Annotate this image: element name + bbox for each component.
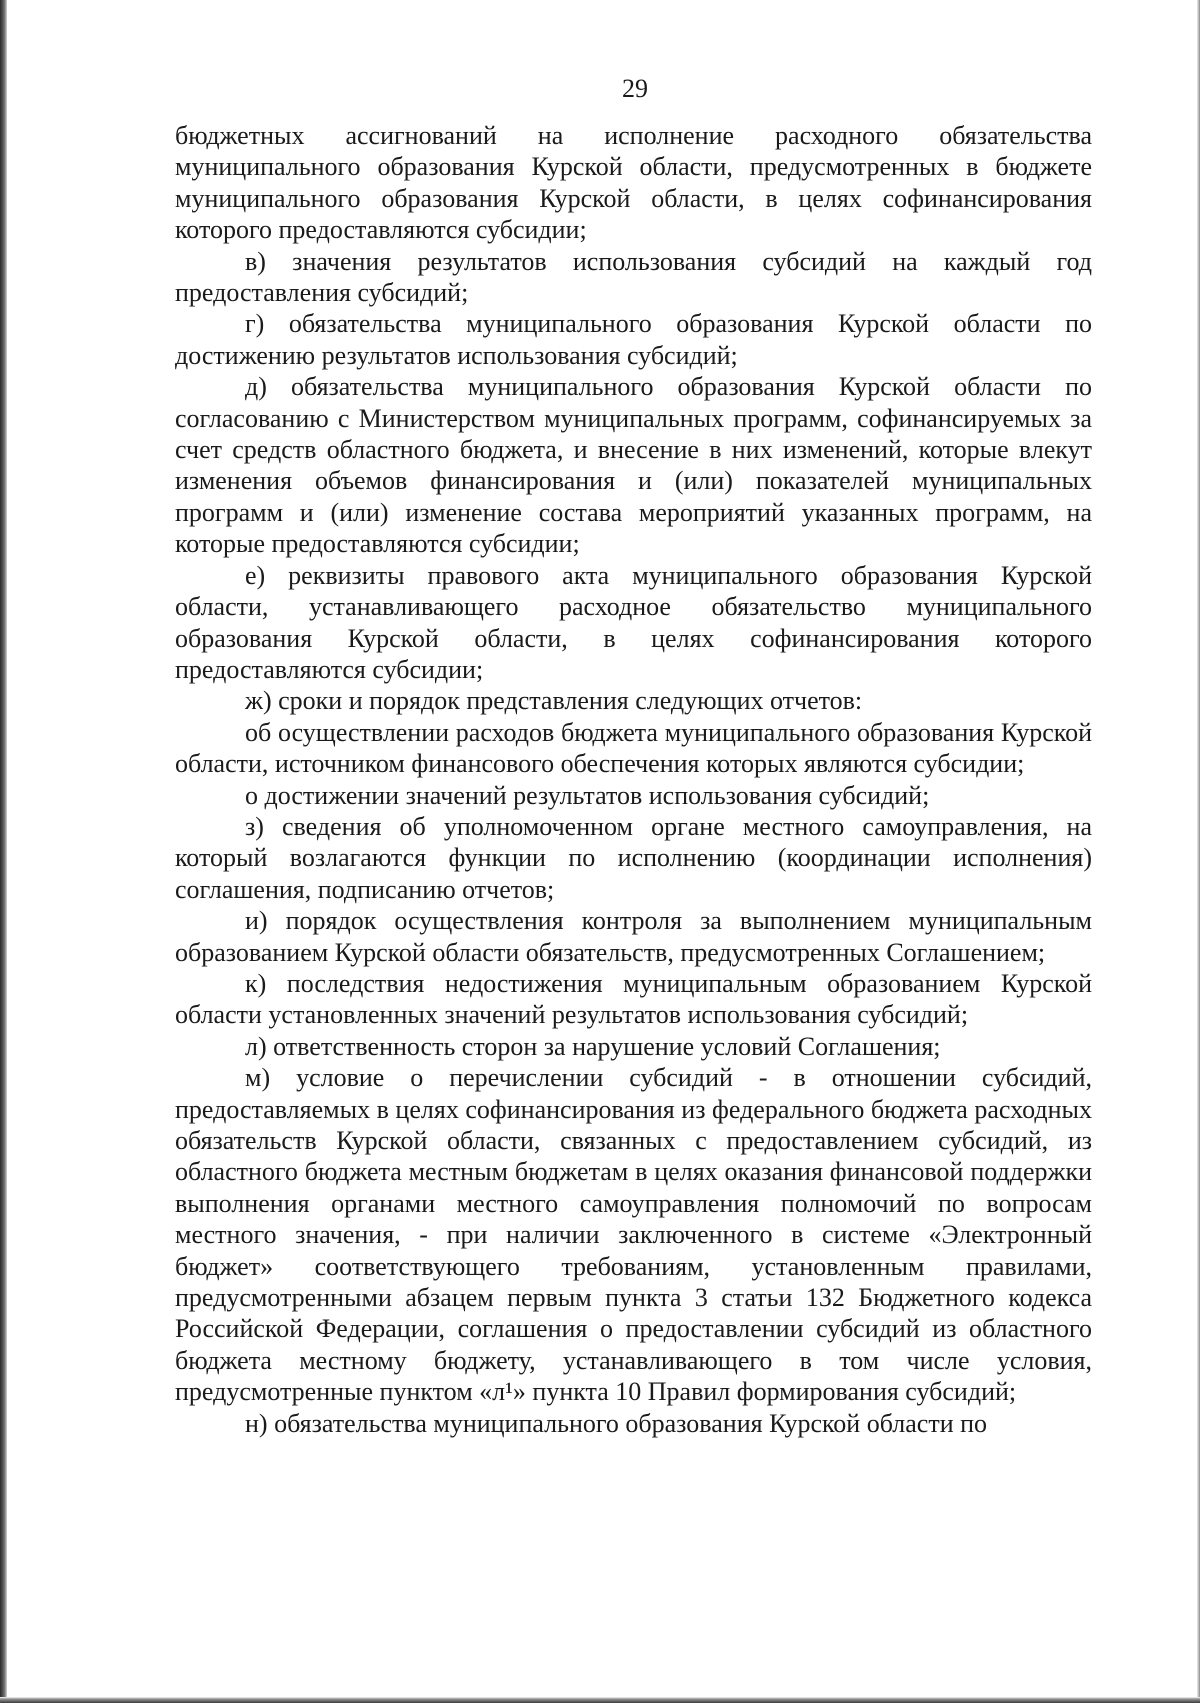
paragraph-item-zh: ж) сроки и порядок представления следующих отчетов: bbox=[245, 686, 863, 716]
paragraph-item-n: н) обязательства муниципального образования Курской области по bbox=[245, 1408, 988, 1438]
page-number: 29 bbox=[622, 74, 648, 103]
scan-edge-left bbox=[0, 0, 7, 1703]
paragraph-report-expenses: об осуществлении расходов бюджета муниципального образования Курской области, источником финансового обеспечения которых являются субсидии; bbox=[175, 717, 1092, 779]
paragraph-item-e: е) реквизиты правового акта муниципального образования Курской области, устанавливающего расходное обязательство муниципального образования Курской области, в целях софинансирования которого предоставляются субсидии; bbox=[175, 560, 1092, 684]
paragraph-item-v: в) значения результатов использования субсидий на каждый год предоставления субсидий; bbox=[175, 246, 1092, 308]
paragraph-item-l: л) ответственность сторон за нарушение условий Соглашения; bbox=[245, 1031, 941, 1061]
paragraph-item-k: к) последствия недостижения муниципальным образованием Курской области установленных значений результатов использования субсидий; bbox=[175, 968, 1092, 1030]
paragraph-item-m: м) условие о перечислении субсидий - в отношении субсидий, предоставляемых в целях софинансирования из федерального бюджета расходных обязательств Курской области, связанных с предоставлением субсидий, из областного бюджета местным бюджетам в целях оказания финансовой поддержки выполнения органами местного самоуправления полномочий по вопросам местного значения, - при наличии заключенного в системе «Электронный бюджет» соответствующего требованиям, установленным правилами, предусмотренными абзацем первым пункта 3 статьи 132 Бюджетного кодекса Российской Федерации, соглашения о предоставлении субсидий из областного бюджета местному бюджету, устанавливающего в том числе условия, предусмотренные пунктом «л¹» пункта 10 Правил формирования субсидий; bbox=[175, 1063, 1092, 1407]
document-body bbox=[175, 120, 1092, 1439]
paragraph-item-d: д) обязательства муниципального образования Курской области по согласованию с Министерством муниципальных программ, софинансируемых за счет средств областного бюджета, и внесение в них изменений, которые влекут изменения объемов финансирования и (или) показателей муниципальных программ и (или) изменение состава мероприятий указанных программ, на которые предоставляются субсидии; bbox=[175, 372, 1092, 559]
paragraph-item-z: з) сведения об уполномоченном органе местного самоуправления, на который возлагаются функции по исполнению (координации исполнения) соглашения, подписанию отчетов; bbox=[175, 811, 1092, 904]
paragraph-report-results: о достижении значений результатов использования субсидий; bbox=[245, 780, 930, 810]
paragraph-item-g: г) обязательства муниципального образования Курской области по достижению результатов использования субсидий; bbox=[175, 309, 1092, 370]
paragraph-budget-allocations: бюджетных ассигнований на исполнение расходного обязательства муниципального образования Курской области, предусмотренных в бюджете муниципального образования Курской области, в целях софинансирования которого предоставляются субсидии; bbox=[175, 121, 1092, 245]
scan-edge-bottom bbox=[0, 1697, 1200, 1703]
paragraph-item-i: и) порядок осуществления контроля за выполнением муниципальным образованием Курской области обязательств, предусмотренных Соглашением; bbox=[175, 906, 1092, 967]
